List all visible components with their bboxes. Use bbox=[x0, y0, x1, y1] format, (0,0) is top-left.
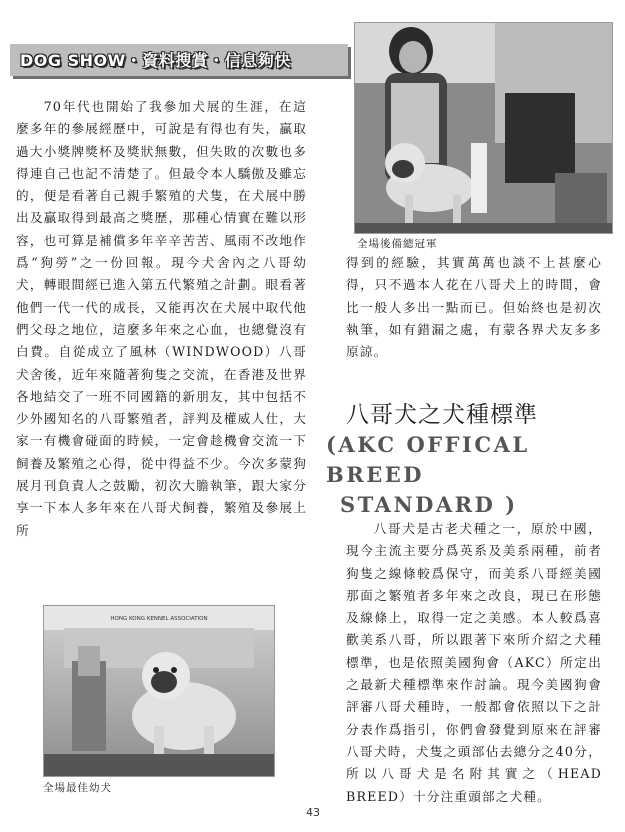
header-banner bbox=[10, 44, 348, 76]
left-paragraph: 70年代也開始了我參加犬展的生涯，在這麼多年的參展經歷中，可說是有得也有失，贏取過大小獎牌獎杯及獎狀無數，但失敗的次數也多得連自己也記不清楚了。但最令本人驕傲及雖忘的，便是看著自己親手繁殖的犬隻，在犬展中勝出及贏取得到最高之獎歷，那種心情實在難以形容，也可算是補償多年辛辛苦苦、風雨不改地作爲“狗勞”之一份回報。現今犬舍內之八哥幼犬，轉眼間經已進入第五代繁殖之計劃。眼看著他們一代一代的成長，又能再次在犬展中取代他們父母之地位，這麼多年來之心血，也總覺沒有白費。自從成立了風林（WINDWOOD）八哥犬舍後，近年來隨著狗隻之交流，在香港及世界各地結交了一班不同國籍的新朋友，其中包括不少外國知名的八哥繁殖者，評判及權威人仕，大家一有機會碰面的時候，一定會趁機會交流一下飼養及繁殖之心得，從中得益不少。今次多蒙狗展月刊負責人之鼓勵，初次大膽執筆，跟大家分享一下本人多年來在八哥犬飼養，繁殖及參展上所 bbox=[16, 99, 307, 538]
header-title: DOG SHOW・資料搜賞・信息夠快 bbox=[20, 51, 291, 70]
photo-reserve-champion bbox=[354, 22, 613, 234]
right-top-text bbox=[346, 252, 602, 363]
right-bottom-text bbox=[346, 518, 602, 808]
left-column-text bbox=[16, 96, 307, 542]
photo-top-illustration bbox=[355, 23, 612, 233]
section-heading-en-line2: STANDARD ) bbox=[340, 492, 518, 517]
page-number: 43 bbox=[306, 806, 320, 819]
section-heading-en bbox=[326, 430, 616, 520]
right-top-paragraph: 得到的經驗，其實萬萬也談不上甚麼心得，只不過本人花在八哥犬上的時間，會比一般人多出一點而已。但始終也是初次執筆，如有錯漏之處，有蒙各界犬友多多原諒。 bbox=[346, 255, 602, 360]
section-heading-en-line1: (AKC OFFICAL BREED bbox=[326, 432, 530, 487]
photo-bottom-illustration bbox=[44, 606, 274, 776]
photo-best-puppy bbox=[43, 605, 275, 777]
right-bottom-paragraph: 八哥犬是古老犬種之一，原於中國，現今主流主要分爲英系及美系兩種，前者狗隻之線條較爲保守，而美系八哥經美國那面之繁殖者多年來之改良，現已在形態及線條上，取得一定之美感。本人較爲喜歡美系八哥，所以跟著下來所介紹之犬種標準，也是依照美國狗會（AKC）所定出之最新犬種標準來作討論。現今美國狗會評審八哥犬種時，一般都會依照以下之計分表作爲指引，你們會發覺到原來在評審八哥犬時，犬隻之頭部佔去總分之40分，所以八哥犬是名附其實之（HEAD BREED）十分注重頭部之犬種。 bbox=[346, 521, 602, 804]
show-banner-text: HONG KONG KENNEL ASSOCIATION bbox=[110, 616, 208, 622]
photo-top-caption: 全場後備總冠軍 bbox=[357, 238, 438, 250]
photo-bottom-caption: 全場最佳幼犬 bbox=[43, 782, 112, 794]
section-heading-cn: 八哥犬之犬種標準 bbox=[346, 402, 538, 428]
